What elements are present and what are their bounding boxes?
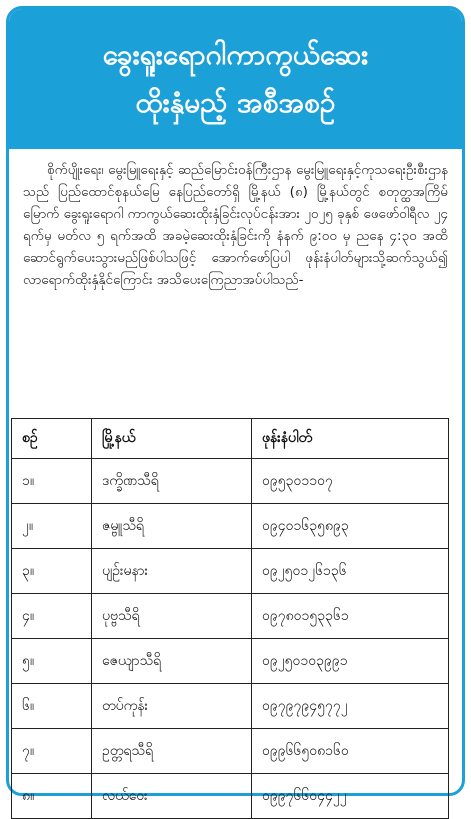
- phone-number: ၀၉၅၃၀၁၁၀၇: [252, 459, 449, 504]
- phone-number: ၀၉၇၉၇၉၄၅၇၇၂: [252, 684, 449, 729]
- phone-number: ၀၉၇၈၀၁၅၃၃၆၁: [252, 594, 449, 639]
- table-row: [12, 459, 449, 504]
- title-line-1: ခွေးရူးရောဂါကာကွယ်ဆေး: [102, 38, 369, 71]
- township-name: ဒက္ခိဏသီရိ: [92, 459, 252, 504]
- row-number: ၆။: [12, 684, 92, 729]
- col-header-phone: ဖုန်းနံပါတ်: [252, 419, 449, 459]
- announcement-body: စိုက်ပျိုးရေး၊ မွေးမြူရေးနှင့် ဆည်မြောင်းဝန်ကြီးဌာန မွေးမြူရေးနှင့်ကုသရေးဦးစီးဌာနသည် ပြည်ထောင်စုနယ်မြေ နေပြည်တော်ရှိ မြို့နယ် (၈) မြို့နယ်တွင် စတုတ္ထအကြိမ်မြောက် ခွေးရူးရောဂါ ကာကွယ်ဆေးထိုးနှံခြင်းလုပ်ငန်းအား ၂၀၂၅ ခုနှစ် ဖေဖော်ဝါရီလ ၂၄ ရက်မှ မတ်လ ၅ ရက်အထိ အခမဲ့ဆေးထိုးနှံခြင်းကို နံနက် ၉:၀၀ မှ ညနေ ၄:၃၀ အထိဆောင်ရွက်ပေးသွားမည်ဖြစ်ပါသဖြင့် အောက်ဖော်ပြပါ ဖုန်းနံပါတ်များသို့ဆက်သွယ်၍ လာရောက်ထိုးနှံနိုင်ကြောင်း အသိပေးကြေညာအပ်ပါသည်-: [23, 162, 448, 288]
- col-header-township: မြို့နယ်: [92, 419, 252, 459]
- phone-number: ၀၉၉၆၆၅၀၈၁၆၀: [252, 729, 449, 774]
- township-name: ဥတ္တရသီရိ: [92, 729, 252, 774]
- notice-header: [9, 9, 462, 149]
- phone-number: ၀၉၄၀၁၆၃၅၈၉၃: [252, 504, 449, 549]
- table-row: [12, 549, 449, 594]
- row-number: ၁။: [12, 459, 92, 504]
- col-header-number: စဉ်: [12, 419, 92, 459]
- township-name: ဇမ္ဗူသီရိ: [92, 504, 252, 549]
- township-name: တပ်ကုန်း: [92, 684, 252, 729]
- row-number: ၂။: [12, 504, 92, 549]
- row-number: ၇။: [12, 729, 92, 774]
- phone-number: ၀၉၂၅၀၁၀၃၉၉၁: [252, 639, 449, 684]
- township-name: လယ်ဝေး: [92, 774, 252, 819]
- row-number: ၈။: [12, 774, 92, 819]
- row-number: ၄။: [12, 594, 92, 639]
- township-name: ပုဗ္ဗသီရိ: [92, 594, 252, 639]
- table-row: [12, 504, 449, 549]
- table-row: [12, 639, 449, 684]
- table-row: [12, 594, 449, 639]
- table-row: [12, 684, 449, 729]
- table-header-row: [12, 419, 449, 459]
- row-number: ၃။: [12, 549, 92, 594]
- table-row: [12, 774, 449, 819]
- table-row: [12, 729, 449, 774]
- phone-number: ၀၉၉၇၆၆၀၄၄၂၂: [252, 774, 449, 819]
- phone-number: ၀၉၂၅၀၁၂၆၁၃၆: [252, 549, 449, 594]
- phone-directory-table: [11, 418, 449, 819]
- township-name: ဇေယျာသီရိ: [92, 639, 252, 684]
- township-name: ပျဉ်းမနား: [92, 549, 252, 594]
- title-line-2: ထိုးနှံမည့် အစီအစဉ်: [135, 86, 336, 119]
- row-number: ၅။: [12, 639, 92, 684]
